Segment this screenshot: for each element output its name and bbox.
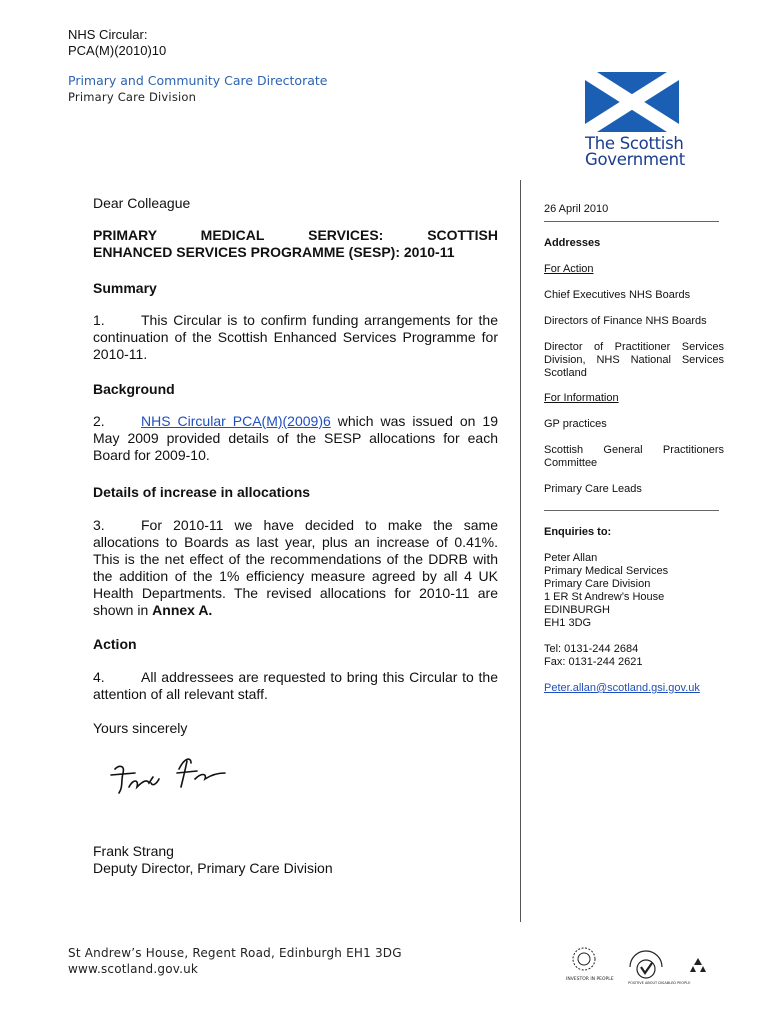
contact-line: Primary Care Division: [544, 578, 651, 590]
closing: Yours sincerely: [93, 720, 188, 736]
salutation: Dear Colleague: [93, 195, 191, 211]
paragraph-number: 1.: [93, 312, 105, 328]
paragraph-text: This Circular is to confirm funding arrangements for the continuation of the Scottish Enhanced Services Programme for 2010-11.: [93, 312, 498, 362]
footer-website: www.scotland.gov.uk: [68, 962, 199, 976]
paragraph-1: [93, 312, 498, 363]
handwritten-signature-icon: [93, 743, 243, 803]
logo-text-line1: The Scottish: [585, 134, 684, 153]
contact-line: Peter Allan: [544, 552, 598, 564]
paragraph-3: [93, 517, 498, 619]
paragraph-text: For 2010-11 we have decided to make the same allocations to Boards as last year, plus an increase of 0.41%. This is the net effect of the recommendations of the DDRB with the addition of the 1% efficiency measure agreed by all 4 UK Health Departments. The revised allocations for 2010-11 are shown in: [93, 517, 498, 618]
action-heading: Action: [93, 636, 137, 652]
signatory-name: Frank Strang: [93, 843, 174, 859]
email-link[interactable]: Peter.allan@scotland.gsi.gov.uk: [544, 682, 700, 694]
logo-text-line2: Government: [585, 150, 685, 169]
divider: [544, 221, 719, 222]
circular-number: PCA(M)(2010)10: [68, 43, 167, 58]
directorate-name: Primary and Community Care Directorate: [68, 73, 328, 88]
division-name: Primary Care Division: [68, 90, 197, 104]
for-action-item: Chief Executives NHS Boards: [544, 289, 691, 301]
for-action-item: Directors of Finance NHS Boards: [544, 315, 707, 327]
contact-block: [544, 552, 724, 630]
positive-about-disabled-people-icon: [628, 951, 690, 985]
telephone: Tel: 0131-244 2684: [544, 643, 639, 655]
signatory-title: Deputy Director, Primary Care Division: [93, 860, 333, 876]
for-information-item: Scottish General Practitioners Committee: [544, 444, 724, 469]
paragraph-text: which was issued on 19 May 2009 provided details of the SESP allocations for each Board for 2009-10.: [93, 413, 498, 463]
paragraph-text: All addressees are requested to bring this Circular to the attention of all relevant staff.: [93, 669, 498, 702]
letter-body: [93, 195, 498, 877]
footer-address: St Andrew’s House, Regent Road, Edinburgh EH1 3DG: [68, 946, 402, 960]
contact-line: 1 ER St Andrew’s House: [544, 591, 665, 603]
accreditation-badges: [566, 945, 716, 985]
badge-logos: [566, 945, 716, 985]
title-line-1: PRIMARY MEDICAL SERVICES: SCOTTISH: [93, 227, 498, 243]
saltire-flag-icon: [585, 72, 679, 132]
circular-label: NHS Circular:: [68, 27, 148, 42]
column-divider: [520, 180, 521, 922]
addresses-heading: Addresses: [544, 237, 601, 249]
investors-in-people-icon: [566, 948, 614, 982]
contact-line: Primary Medical Services: [544, 565, 669, 577]
letter-title: [93, 227, 498, 261]
contact-line: EDINBURGH: [544, 604, 611, 616]
badge-investors-text: INVESTOR IN PEOPLE: [566, 977, 614, 982]
recycle-icon: [690, 958, 706, 972]
footer: [68, 945, 402, 977]
details-heading: Details of increase in allocations: [93, 484, 311, 500]
enquiries-heading: Enquiries to:: [544, 526, 612, 538]
annex-reference: Annex A.: [152, 602, 213, 618]
paragraph-number: 2.: [93, 413, 105, 429]
paragraph-4: [93, 669, 498, 703]
signature: [93, 743, 498, 829]
background-heading: Background: [93, 381, 175, 397]
badge-disabled-text: POSITIVE ABOUT DISABLED PEOPLE: [628, 981, 691, 985]
for-action-item: Director of Practitioner Services Division, NHS National Services Scotland: [544, 341, 724, 379]
directorate-block: [68, 73, 327, 105]
paragraph-2: [93, 413, 498, 464]
summary-heading: Summary: [93, 280, 157, 296]
contact-line: EH1 3DG: [544, 617, 592, 629]
letter-date: 26 April 2010: [544, 203, 609, 215]
sidebar: [544, 203, 724, 695]
circular-link[interactable]: NHS Circular PCA(M)(2009)6: [141, 413, 331, 429]
for-information-item: Primary Care Leads: [544, 483, 642, 495]
divider: [544, 510, 719, 511]
for-information-label: For Information: [544, 392, 619, 404]
circular-reference: [68, 27, 166, 59]
title-line-2: ENHANCED SERVICES PROGRAMME (SESP): 2010-11: [93, 244, 455, 260]
paragraph-number: 4.: [93, 669, 105, 685]
fax: Fax: 0131-244 2621: [544, 656, 643, 668]
paragraph-number: 3.: [93, 517, 105, 533]
for-action-label: For Action: [544, 263, 594, 275]
for-information-item: GP practices: [544, 418, 607, 430]
scottish-government-logo: [585, 72, 688, 168]
